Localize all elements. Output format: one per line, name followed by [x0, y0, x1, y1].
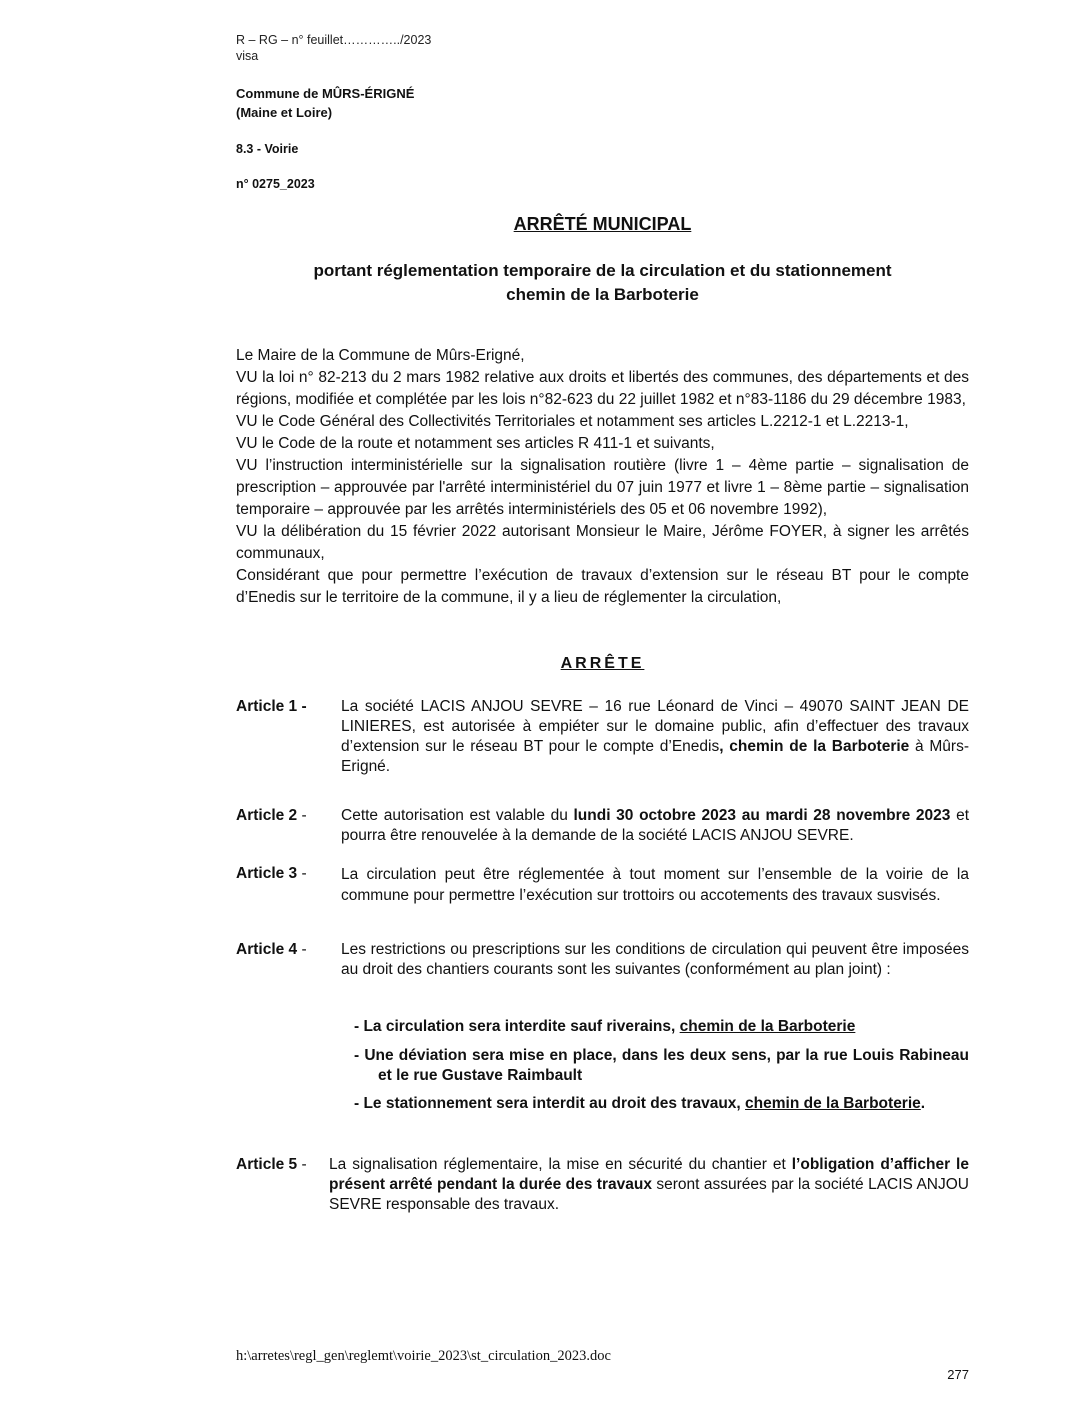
article-3-label-bold: Article 3	[236, 865, 298, 882]
article-4-label-bold: Article 4	[236, 941, 298, 958]
preamble-line: VU la loi n° 82-213 du 2 mars 1982 relative aux droits et libertés des communes, des départements et des régions, modifiée et complétée par les lois n°82-623 du 22 juillet 1982 et n°83-1186 du 29 décembre 1983,	[236, 369, 969, 408]
article-4-bullet-3	[354, 1094, 969, 1114]
bullet-3-wrap	[354, 1094, 969, 1114]
subtitle-line-2: chemin de la Barboterie	[506, 285, 699, 304]
category-label: 8.3 - Voirie	[236, 142, 299, 156]
article-3-label-dash: -	[297, 865, 307, 882]
article-1-body: La société LACIS ANJOU SEVRE – 16 rue Léonard de Vinci – 49070 SAINT JEAN DE LINIERES, est autorisée à empiéter sur le domaine public, afin d’effectuer des travaux d’extension sur le réseau BT pour le compte d’Enedis	[341, 698, 969, 755]
arrete-heading: ARRÊTE	[560, 655, 645, 672]
article-2-dates: lundi 30 octobre 2023 au mardi 28 novembre 2023	[573, 807, 951, 824]
preamble-line: VU la délibération du 15 février 2022 autorisant Monsieur le Maire, Jérôme FOYER, à signer les arrêtés communaux,	[236, 523, 969, 562]
page-number: 277	[947, 1367, 969, 1382]
article-4-bullet-2	[354, 1046, 969, 1086]
commune-name: Commune de MÛRS-ÉRIGNÉ	[236, 86, 415, 101]
article-2-label-dash: -	[297, 807, 307, 824]
article-2-label-bold: Article 2	[236, 807, 298, 824]
bullet-1-road: chemin de la Barboterie	[679, 1018, 856, 1035]
preamble-line: Le Maire de la Commune de Mûrs-Erigné,	[236, 347, 525, 364]
page-title: ARRÊTÉ MUNICIPAL	[513, 214, 692, 234]
article-2-text	[341, 806, 969, 846]
article-4-label	[236, 940, 336, 960]
article-5-text	[329, 1155, 969, 1215]
preamble-line: VU le Code Général des Collectivités Territoriales et notamment ses articles L.2212-1 et L.2213-1,	[236, 413, 909, 430]
article-2-body: Cette autorisation est valable du	[341, 807, 574, 824]
preamble-line: Considérant que pour permettre l’exécution de travaux d’extension sur le réseau BT pour le compte d’Enedis sur le territoire de la commune, il y a lieu de réglementer la circulation,	[236, 567, 969, 606]
register-line: R – RG – n° feuillet…………../2023	[236, 33, 432, 47]
article-1-label: Article 1 -	[236, 698, 307, 715]
article-5-tail: seront assurées par la société LACIS ANJOU SEVRE responsable des travaux.	[329, 1176, 969, 1213]
article-1-text	[341, 697, 969, 777]
bullet-3-road: chemin de la Barboterie	[745, 1095, 921, 1112]
preamble-line: VU le Code de la route et notamment ses articles R 411-1 et suivants,	[236, 435, 715, 452]
article-4-bullet-1	[354, 1017, 969, 1037]
bullet-3-text: - Le stationnement sera interdit au droit des travaux,	[354, 1095, 746, 1112]
article-1-tail: à Mûrs-Erigné.	[341, 738, 969, 775]
file-path: h:\arretes\regl_gen\reglemt\voirie_2023\st_circulation_2023.doc	[236, 1348, 611, 1364]
article-5-obligation: l’obligation d’afficher le présent arrêté pendant la durée des travaux	[329, 1156, 969, 1193]
article-3-label	[236, 864, 336, 884]
article-4-label-dash: -	[297, 941, 307, 958]
preamble-line: VU l’instruction interministérielle sur la signalisation routière (livre 1 – 4ème partie – signalisation de prescription – approuvée par l'arrêté interministériel du 07 juin 1977 et livre 1 – 8ème partie – signalisation temporaire – approuvée par les arrêtés interministériels des 05 et 06 novembre 1992),	[236, 457, 969, 518]
preamble	[236, 345, 969, 609]
article-2-tail: et pourra être renouvelée à la demande de la société LACIS ANJOU SEVRE.	[341, 807, 970, 844]
article-3-text: La circulation peut être réglementée à tout moment sur l’ensemble de la voirie de la commune pour permettre l’exécution sur trottoirs ou accotements des travaux susvisés.	[341, 866, 969, 904]
article-5-body: La signalisation réglementaire, la mise en sécurité du chantier et	[329, 1156, 792, 1173]
department-name: (Maine et Loire)	[236, 105, 333, 120]
article-5-label	[236, 1155, 336, 1175]
article-1-location: , chemin de la Barboterie	[719, 738, 910, 755]
article-2-label	[236, 806, 336, 826]
bullet-3-tail: .	[920, 1095, 926, 1112]
visa-label: visa	[236, 49, 259, 63]
article-5-label-dash: -	[297, 1156, 307, 1173]
article-5-label-bold: Article 5	[236, 1156, 298, 1173]
article-4-text: Les restrictions ou prescriptions sur les conditions de circulation qui peuvent être imposées au droit des chantiers courants sont les suivantes (conformément au plan joint) :	[341, 941, 969, 978]
bullet-1-text: - La circulation sera interdite sauf riverains,	[354, 1018, 680, 1035]
decree-number: n° 0275_2023	[236, 177, 315, 191]
subtitle-line-1: portant réglementation temporaire de la circulation et du stationnement	[313, 261, 892, 280]
bullet-2-text: - Une déviation sera mise en place, dans les deux sens, par la rue Louis Rabineau et le rue Gustave Raimbault	[354, 1047, 969, 1084]
